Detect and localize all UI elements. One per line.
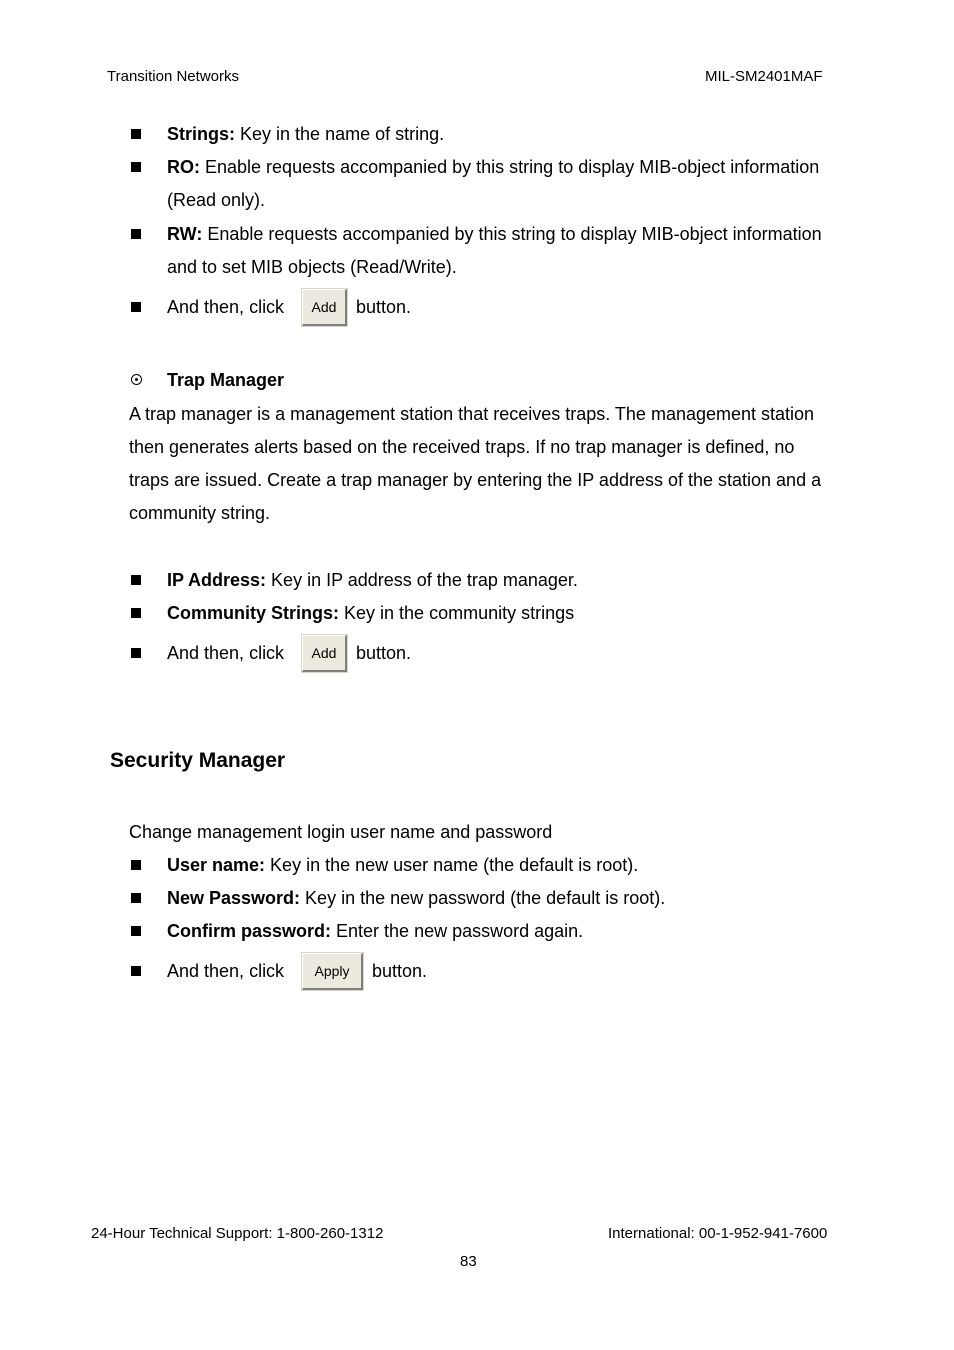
click-text-after: button. xyxy=(372,961,428,981)
circled-dot-bullet-icon xyxy=(131,374,142,385)
trap-para-line4: community string. xyxy=(129,503,271,523)
user-name-label: User name: xyxy=(167,855,266,875)
trap-manager-heading: Trap Manager xyxy=(167,370,285,390)
square-bullet-icon xyxy=(131,302,141,312)
community-strings-item xyxy=(167,597,574,630)
square-bullet-icon xyxy=(131,860,141,870)
rw-item xyxy=(167,218,822,251)
trap-para-line3: traps are issued. Create a trap manager by entering the IP address of the station and a xyxy=(129,470,822,490)
strings-label: Strings: xyxy=(167,124,236,144)
square-bullet-icon xyxy=(131,575,141,585)
strings-item xyxy=(167,118,444,151)
rw-label: RW: xyxy=(167,224,203,244)
click-text-before: And then, click xyxy=(167,643,285,663)
trap-para-line2: then generates alerts based on the received traps. If no trap manager is defined, no xyxy=(129,437,795,457)
ro-item xyxy=(167,151,819,184)
click-text-before: And then, click xyxy=(167,961,285,981)
ro-label: RO: xyxy=(167,157,200,177)
click-text-after: button. xyxy=(356,643,412,663)
new-password-text: Key in the new password (the default is root). xyxy=(300,888,666,908)
page-number: 83 xyxy=(460,1253,477,1270)
square-bullet-icon xyxy=(131,648,141,658)
new-password-item xyxy=(167,882,665,915)
ro-text-line2: (Read only). xyxy=(167,190,266,210)
security-intro: Change management login user name and password xyxy=(129,822,553,842)
square-bullet-icon xyxy=(131,129,141,139)
user-name-item xyxy=(167,849,638,882)
footer-international: International: 00-1-952-941-7600 xyxy=(608,1225,828,1242)
community-strings-label: Community Strings: xyxy=(167,603,340,623)
confirm-password-item xyxy=(167,915,583,948)
ip-address-label: IP Address: xyxy=(167,570,267,590)
square-bullet-icon xyxy=(131,893,141,903)
add-button[interactable]: Add xyxy=(302,289,347,326)
header-left: Transition Networks xyxy=(107,68,239,85)
rw-text-line1: Enable requests accompanied by this string to display MIB-object information xyxy=(202,224,822,244)
strings-text: Key in the name of string. xyxy=(235,124,445,144)
footer-support: 24-Hour Technical Support: 1-800-260-1312 xyxy=(91,1225,384,1242)
confirm-password-label: Confirm password: xyxy=(167,921,332,941)
header-right: MIL-SM2401MAF xyxy=(705,68,823,85)
ip-address-text: Key in IP address of the trap manager. xyxy=(266,570,578,590)
square-bullet-icon xyxy=(131,229,141,239)
add-trap-button[interactable]: Add xyxy=(302,635,347,672)
confirm-password-text: Enter the new password again. xyxy=(331,921,584,941)
ro-text-line1: Enable requests accompanied by this string to display MIB-object information xyxy=(200,157,820,177)
security-manager-heading: Security Manager xyxy=(110,749,286,772)
new-password-label: New Password: xyxy=(167,888,301,908)
square-bullet-icon xyxy=(131,926,141,936)
ip-address-item xyxy=(167,564,578,597)
square-bullet-icon xyxy=(131,966,141,976)
square-bullet-icon xyxy=(131,608,141,618)
community-strings-text: Key in the community strings xyxy=(339,603,575,623)
rw-text-line2: and to set MIB objects (Read/Write). xyxy=(167,257,457,277)
apply-button[interactable]: Apply xyxy=(302,953,363,990)
user-name-text: Key in the new user name (the default is root). xyxy=(265,855,639,875)
square-bullet-icon xyxy=(131,162,141,172)
trap-para-line1: A trap manager is a management station that receives traps. The management station xyxy=(129,404,815,424)
click-text-after: button. xyxy=(356,297,412,317)
click-text-before: And then, click xyxy=(167,297,285,317)
